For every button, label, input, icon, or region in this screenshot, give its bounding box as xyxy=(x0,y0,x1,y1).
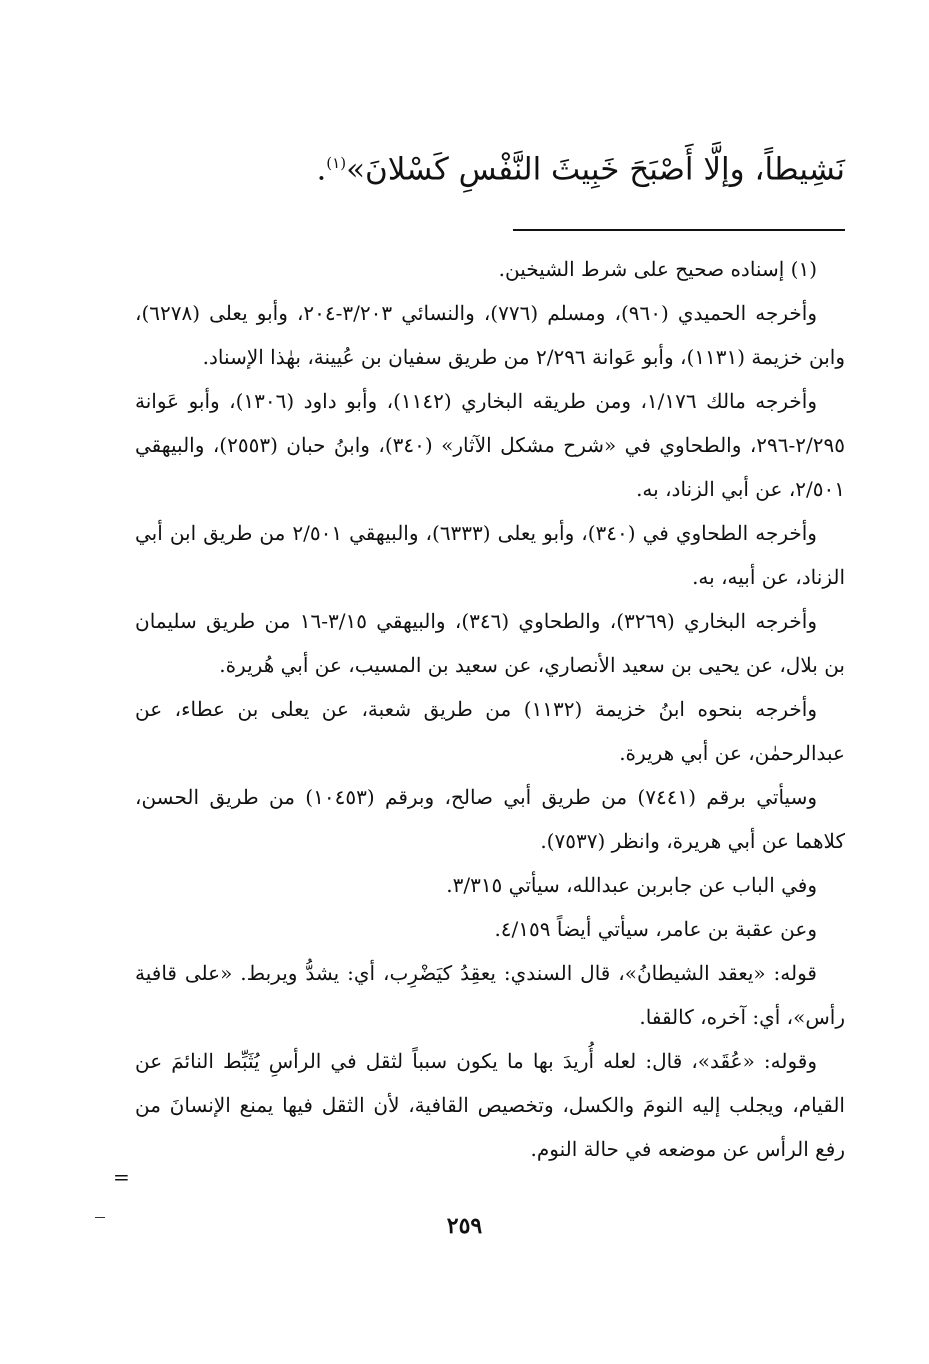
footnote-paragraph: وفي الباب عن جابربن عبدالله، سيأتي ٣/٣١٥. xyxy=(446,873,817,897)
main-text-line xyxy=(145,138,845,194)
footnote-reference: (١) xyxy=(326,154,347,172)
footnote-paragraph: (١) إسناده صحيح على شرط الشيخين. xyxy=(498,257,817,281)
footnote-paragraph: وعن عقبة بن عامر، سيأتي أيضاً ٤/١٥٩. xyxy=(494,917,817,941)
footnote-separator xyxy=(513,229,845,231)
continuation-mark: = xyxy=(113,1165,130,1189)
main-text-end: . xyxy=(316,151,327,188)
footnote-paragraph: وأخرجه الحميدي (٩٦٠)، ومسلم (٧٧٦)، والنسائي ٣/٢٠٣-٢٠٤، وأبو يعلى (٦٢٧٨)، وابن خزيمة (١١٣١)، وأبو عَوانة ٢/٢٩٦ من طريق سفيان بن عُيينة، بهٰذا الإسناد. xyxy=(135,301,845,369)
footnote-paragraph: وأخرجه الطحاوي في (٣٤٠)، وأبو يعلى (٦٣٣٣)، والبيهقي ٢/٥٠١ من طريق ابن أبي الزناد، عن أبيه، به. xyxy=(135,521,845,589)
main-text: نَشِيطاً، وإلَّا أَصْبَحَ خَبِيثَ النَّفْسِ كَسْلانَ» xyxy=(346,151,845,188)
footnote-paragraph: وأخرجه مالك ١/١٧٦، ومن طريقه البخاري (١١٤٢)، وأبو داود (١٣٠٦)، وأبو عَوانة ٢/٢٩٥-٢٩٦، والطحاوي في «شرح مشكل الآثار» (٣٤٠)، وابنُ حبان (٢٥٥٣)، والبيهقي ٢/٥٠١، عن أبي الزناد، به. xyxy=(135,389,846,501)
footnote-paragraph: قوله: «يعقد الشيطانُ»، قال السندي: يعقِدُ كيَضْرِب، أي: يشدُّ ويربط. «على قافية رأس»، أي: آخره، كالقفا. xyxy=(135,961,845,1029)
page-number: ٢٥٩ xyxy=(446,1213,483,1239)
footnote-paragraph: وأخرجه البخاري (٣٢٦٩)، والطحاوي (٣٤٦)، والبيهقي ٣/١٥-١٦ من طريق سليمان بن بلال، عن يحيى بن سعيد الأنصاري، عن سعيد بن المسيب، عن أبي هُريرة. xyxy=(135,609,845,677)
footnote-paragraph: وسيأتي برقم (٧٤٤١) من طريق أبي صالح، وبرقم (١٠٤٥٣) من طريق الحسن، كلاهما عن أبي هريرة، وانظر (٧٥٣٧). xyxy=(135,785,845,853)
footnote-paragraph: وقوله: «عُقَد»، قال: لعله أُريدَ بها ما يكون سبباً لثقل في الرأسِ يُثَبِّط النائمَ عن القيام، ويجلب إليه النومَ والكسل، وتخصيص القافية، لأن الثقل فيها يمنع الإنسانَ من رفع الرأس عن موضعه في حالة النوم. xyxy=(135,1049,845,1161)
footnotes-block xyxy=(135,247,845,1171)
footnote-paragraph: وأخرجه بنحوه ابنُ خزيمة (١١٣٢) من طريق شعبة، عن يعلى بن عطاء، عن عبدالرحمٰن، عن أبي هريرة. xyxy=(135,697,845,765)
